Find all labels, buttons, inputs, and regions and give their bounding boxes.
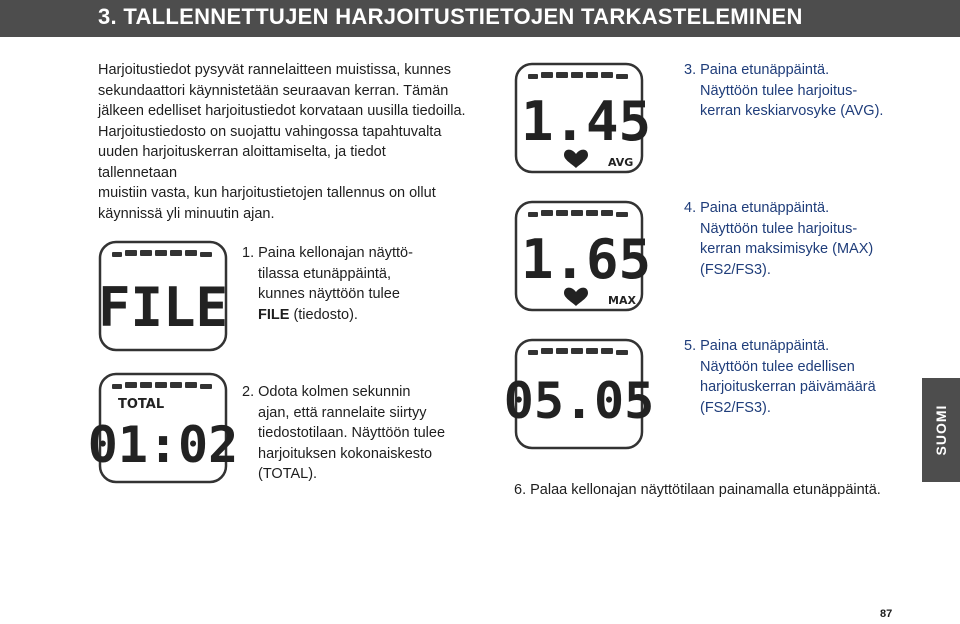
step-1-line xyxy=(242,305,413,326)
step-5-line: Näyttöön tulee edellisen xyxy=(700,358,855,375)
step-4-line: kerran maksimisyke (MAX) xyxy=(700,241,874,257)
lcd-display-total xyxy=(87,372,239,484)
step-2-line: (TOTAL). xyxy=(258,466,318,482)
intro-line: muistiin vasta, kun harjoitustietojen tallennus on ollut xyxy=(98,185,436,201)
lcd-total-time: 01:02 xyxy=(87,416,239,474)
step-1-line: kunnes näyttöön tulee xyxy=(258,286,400,302)
intro-line: käynnissä yli minuutin ajan. xyxy=(98,205,275,222)
step-2-line: tiedostotilaan. Näyttöön tulee xyxy=(258,425,446,441)
step-5-line: 5. Paina etunäppäintä. xyxy=(684,338,830,354)
step-1-line-rest: (tiedosto). xyxy=(289,306,358,323)
step-4-line: 4. Paina etunäppäintä. xyxy=(684,200,830,216)
intro-paragraph xyxy=(98,60,468,224)
page-number: 87 xyxy=(880,608,893,620)
step-3-line: kerran keskiarvosyke (AVG). xyxy=(700,103,884,119)
step-3 xyxy=(684,60,883,122)
lcd-display-file xyxy=(98,240,228,352)
step-6-line: 6. Palaa kellonajan näyttötilaan painamalla etunäppäintä. xyxy=(514,482,881,498)
intro-line: Harjoitustiedot pysyvät rannelaitteen muistissa, kunnes xyxy=(98,62,452,78)
language-tab xyxy=(922,378,960,482)
lcd-file-text: FILE xyxy=(97,276,229,339)
step-2-line: 2. Odota kolmen sekunnin xyxy=(242,384,411,400)
step-1-file-keyword: FILE xyxy=(258,306,290,323)
lcd-avg-value: 1.45 xyxy=(520,90,652,153)
step-1 xyxy=(242,243,413,325)
lcd-date-value: 05.05 xyxy=(503,372,655,430)
lcd-display-max xyxy=(514,200,652,312)
intro-line: uuden harjoituskerran aloittamiselta, ja tiedot tallennetaan xyxy=(98,144,386,181)
step-5-line: harjoituskerran päivämäärä xyxy=(700,379,876,395)
step-4 xyxy=(684,198,873,280)
lcd-max-label: MAX xyxy=(608,294,636,307)
language-tab-label: SUOMI xyxy=(933,404,949,456)
step-2 xyxy=(242,382,445,485)
step-1-line: 1. Paina kellonajan näyttö- xyxy=(242,245,413,261)
step-4-line: Näyttöön tulee harjoitus- xyxy=(700,220,858,237)
intro-line: Harjoitustiedosto on suojattu vahingossa tapahtuvalta xyxy=(98,123,442,140)
step-4-line: (FS2/FS3). xyxy=(700,261,771,278)
intro-line: sekundaattori käynnistetään seuraavan kerran. Tämän xyxy=(98,82,449,99)
lcd-avg-label: AVG xyxy=(608,156,634,169)
lcd-max-value: 1.65 xyxy=(520,228,652,291)
lcd-display-date xyxy=(503,338,655,450)
step-3-line: 3. Paina etunäppäintä. xyxy=(684,62,830,78)
step-6 xyxy=(514,480,881,501)
step-2-line: ajan, että rannelaite siirtyy xyxy=(258,404,427,421)
step-5-line: (FS2/FS3). xyxy=(700,399,771,416)
step-1-line: tilassa etunäppäintä, xyxy=(258,265,392,282)
intro-line: jälkeen edelliset harjoitustiedot korvataan uusilla tiedoilla. xyxy=(98,103,466,119)
section-header-bar xyxy=(0,0,960,37)
lcd-total-label: TOTAL xyxy=(118,397,165,412)
step-3-line: Näyttöön tulee harjoitus- xyxy=(700,82,858,99)
step-2-line: harjoituksen kokonaiskesto xyxy=(258,445,433,462)
step-5 xyxy=(684,336,876,418)
section-title: 3. TALLENNETTUJEN HARJOITUSTIETOJEN TARKASTELEMINEN xyxy=(98,4,803,29)
lcd-display-avg xyxy=(514,62,652,174)
